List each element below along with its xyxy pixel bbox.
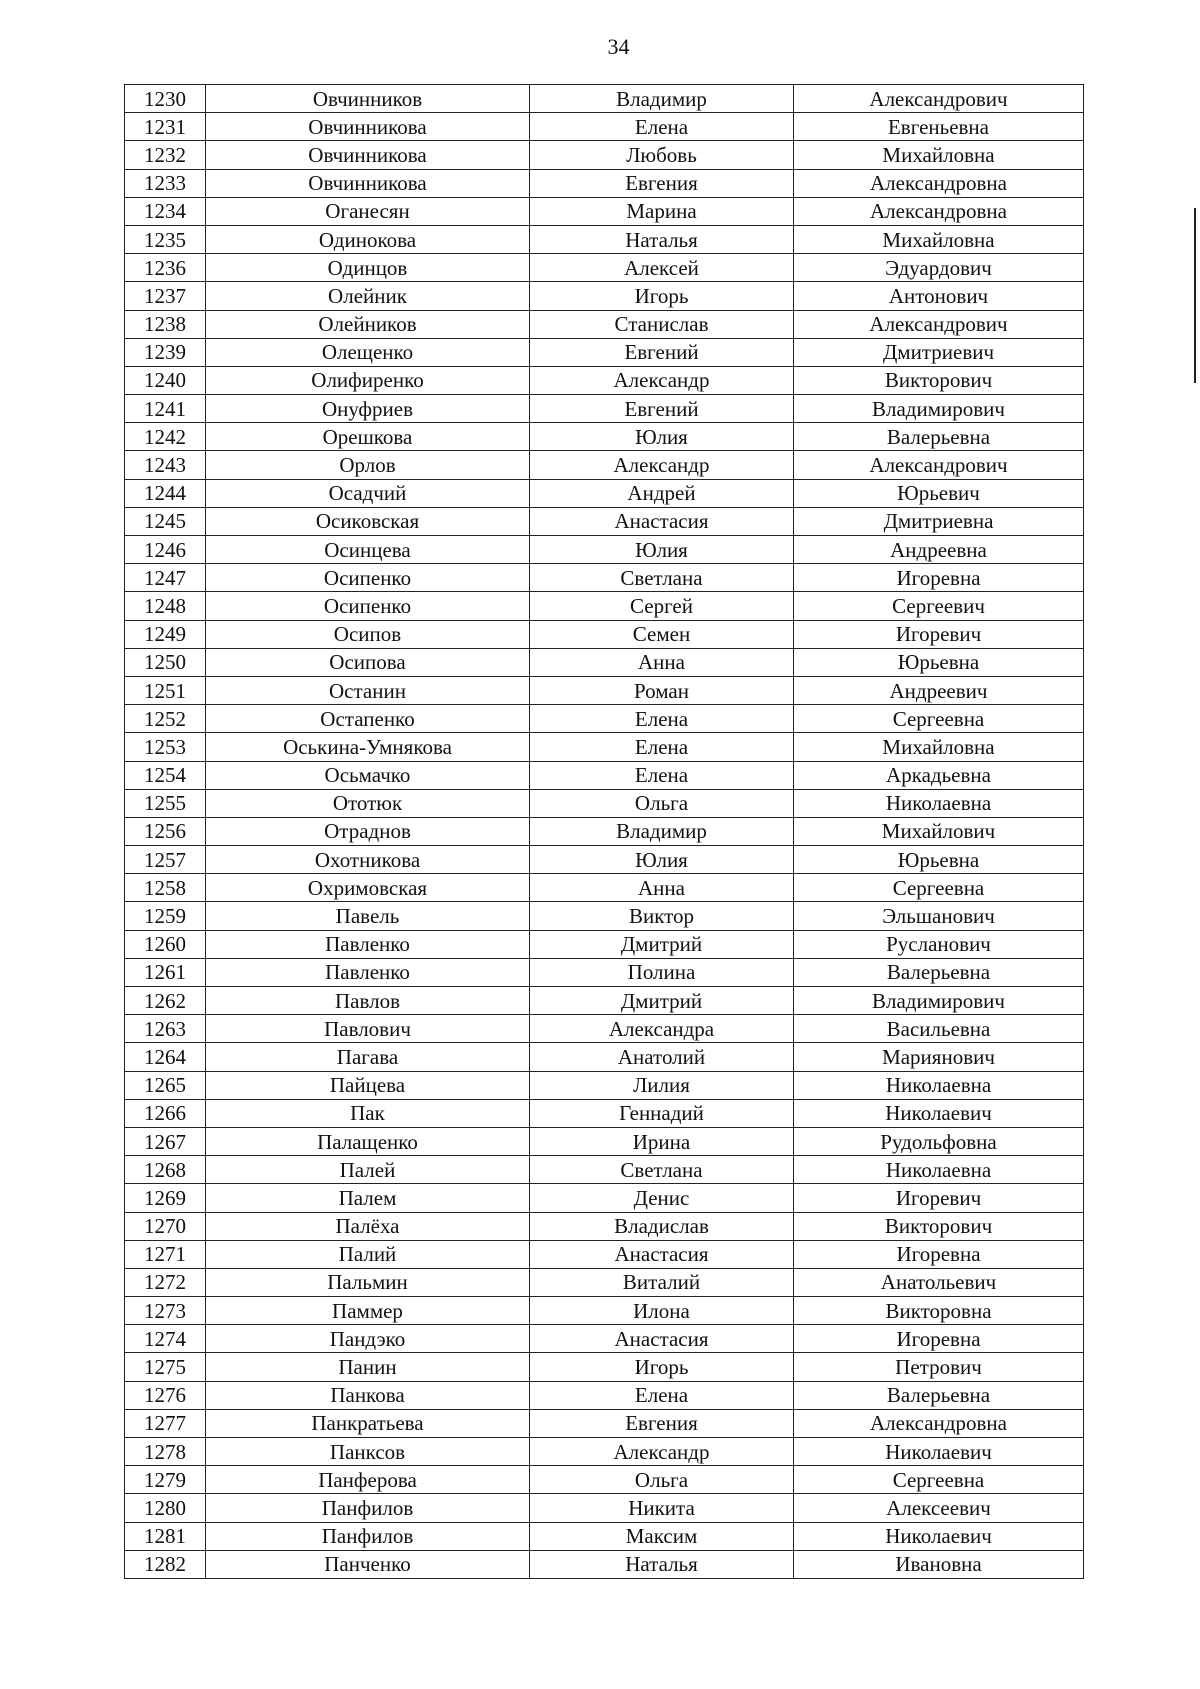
row-number-cell: 1259 <box>125 902 206 930</box>
first-name-cell: Любовь <box>530 141 794 169</box>
first-name-cell: Ольга <box>530 789 794 817</box>
patronymic-cell: Михайловна <box>794 141 1084 169</box>
table-row <box>125 846 1084 874</box>
first-name-cell: Никита <box>530 1494 794 1522</box>
table-row <box>125 1184 1084 1212</box>
last-name-cell: Ототюк <box>206 789 530 817</box>
first-name-cell: Марина <box>530 197 794 225</box>
last-name-cell: Одинцов <box>206 254 530 282</box>
table-row <box>125 1353 1084 1381</box>
row-number-cell: 1243 <box>125 451 206 479</box>
last-name-cell: Одинокова <box>206 225 530 253</box>
last-name-cell: Панкова <box>206 1381 530 1409</box>
last-name-cell: Осипенко <box>206 564 530 592</box>
table-row <box>125 507 1084 535</box>
patronymic-cell: Алексеевич <box>794 1494 1084 1522</box>
first-name-cell: Виктор <box>530 902 794 930</box>
table-row <box>125 536 1084 564</box>
table-row <box>125 225 1084 253</box>
first-name-cell: Анатолий <box>530 1043 794 1071</box>
last-name-cell: Панфилов <box>206 1494 530 1522</box>
patronymic-cell: Александрович <box>794 310 1084 338</box>
patronymic-cell: Юрьевна <box>794 648 1084 676</box>
patronymic-cell: Николаевна <box>794 1156 1084 1184</box>
row-number-cell: 1274 <box>125 1325 206 1353</box>
row-number-cell: 1269 <box>125 1184 206 1212</box>
table-row <box>125 761 1084 789</box>
first-name-cell: Илона <box>530 1297 794 1325</box>
first-name-cell: Анастасия <box>530 1240 794 1268</box>
patronymic-cell: Валерьевна <box>794 958 1084 986</box>
row-number-cell: 1252 <box>125 705 206 733</box>
table-row <box>125 85 1084 113</box>
last-name-cell: Палем <box>206 1184 530 1212</box>
first-name-cell: Евгения <box>530 1409 794 1437</box>
row-number-cell: 1232 <box>125 141 206 169</box>
patronymic-cell: Викторовна <box>794 1297 1084 1325</box>
first-name-cell: Виталий <box>530 1268 794 1296</box>
table-row <box>125 1156 1084 1184</box>
last-name-cell: Остапенко <box>206 705 530 733</box>
first-name-cell: Лилия <box>530 1071 794 1099</box>
row-number-cell: 1280 <box>125 1494 206 1522</box>
patronymic-cell: Игоревич <box>794 1184 1084 1212</box>
patronymic-cell: Валерьевна <box>794 423 1084 451</box>
first-name-cell: Анастасия <box>530 507 794 535</box>
first-name-cell: Семен <box>530 620 794 648</box>
patronymic-cell: Валерьевна <box>794 1381 1084 1409</box>
patronymic-cell: Эдуардович <box>794 254 1084 282</box>
table-row <box>125 1494 1084 1522</box>
table-row <box>125 930 1084 958</box>
patronymic-cell: Владимирович <box>794 987 1084 1015</box>
names-table-body <box>125 85 1084 1579</box>
patronymic-cell: Рудольфовна <box>794 1127 1084 1155</box>
table-row <box>125 874 1084 902</box>
first-name-cell: Максим <box>530 1522 794 1550</box>
first-name-cell: Наталья <box>530 1550 794 1578</box>
patronymic-cell: Игоревна <box>794 1240 1084 1268</box>
last-name-cell: Оганесян <box>206 197 530 225</box>
first-name-cell: Александра <box>530 1015 794 1043</box>
last-name-cell: Осиковская <box>206 507 530 535</box>
patronymic-cell: Евгеньевна <box>794 113 1084 141</box>
table-row <box>125 282 1084 310</box>
patronymic-cell: Александровна <box>794 1409 1084 1437</box>
last-name-cell: Павленко <box>206 958 530 986</box>
patronymic-cell: Александрович <box>794 85 1084 113</box>
first-name-cell: Елена <box>530 1381 794 1409</box>
patronymic-cell: Игоревна <box>794 1325 1084 1353</box>
row-number-cell: 1233 <box>125 169 206 197</box>
last-name-cell: Орешкова <box>206 423 530 451</box>
last-name-cell: Палей <box>206 1156 530 1184</box>
last-name-cell: Охотникова <box>206 846 530 874</box>
table-row <box>125 310 1084 338</box>
row-number-cell: 1275 <box>125 1353 206 1381</box>
last-name-cell: Осипов <box>206 620 530 648</box>
table-row <box>125 958 1084 986</box>
first-name-cell: Роман <box>530 676 794 704</box>
table-row <box>125 479 1084 507</box>
last-name-cell: Осьмачко <box>206 761 530 789</box>
last-name-cell: Панченко <box>206 1550 530 1578</box>
table-row <box>125 620 1084 648</box>
last-name-cell: Павлович <box>206 1015 530 1043</box>
last-name-cell: Овчинникова <box>206 141 530 169</box>
patronymic-cell: Петрович <box>794 1353 1084 1381</box>
first-name-cell: Денис <box>530 1184 794 1212</box>
last-name-cell: Олифиренко <box>206 366 530 394</box>
patronymic-cell: Викторович <box>794 366 1084 394</box>
table-row <box>125 395 1084 423</box>
first-name-cell: Елена <box>530 113 794 141</box>
patronymic-cell: Михайлович <box>794 817 1084 845</box>
first-name-cell: Евгений <box>530 395 794 423</box>
table-row <box>125 592 1084 620</box>
row-number-cell: 1256 <box>125 817 206 845</box>
last-name-cell: Панфилов <box>206 1522 530 1550</box>
row-number-cell: 1255 <box>125 789 206 817</box>
patronymic-cell: Михайловна <box>794 225 1084 253</box>
first-name-cell: Анастасия <box>530 1325 794 1353</box>
first-name-cell: Ольга <box>530 1466 794 1494</box>
table-row <box>125 733 1084 761</box>
row-number-cell: 1282 <box>125 1550 206 1578</box>
first-name-cell: Владислав <box>530 1212 794 1240</box>
last-name-cell: Панин <box>206 1353 530 1381</box>
row-number-cell: 1260 <box>125 930 206 958</box>
row-number-cell: 1276 <box>125 1381 206 1409</box>
patronymic-cell: Владимирович <box>794 395 1084 423</box>
table-row <box>125 705 1084 733</box>
last-name-cell: Павель <box>206 902 530 930</box>
row-number-cell: 1231 <box>125 113 206 141</box>
first-name-cell: Елена <box>530 733 794 761</box>
table-row <box>125 423 1084 451</box>
last-name-cell: Осипенко <box>206 592 530 620</box>
row-number-cell: 1270 <box>125 1212 206 1240</box>
row-number-cell: 1238 <box>125 310 206 338</box>
row-number-cell: 1279 <box>125 1466 206 1494</box>
row-number-cell: 1261 <box>125 958 206 986</box>
last-name-cell: Пайцева <box>206 1071 530 1099</box>
patronymic-cell: Викторович <box>794 1212 1084 1240</box>
table-row <box>125 1297 1084 1325</box>
patronymic-cell: Николаевна <box>794 1071 1084 1099</box>
first-name-cell: Евгения <box>530 169 794 197</box>
last-name-cell: Пак <box>206 1099 530 1127</box>
last-name-cell: Павленко <box>206 930 530 958</box>
last-name-cell: Овчинникова <box>206 169 530 197</box>
patronymic-cell: Дмитриевна <box>794 507 1084 535</box>
first-name-cell: Игорь <box>530 282 794 310</box>
last-name-cell: Осинцева <box>206 536 530 564</box>
first-name-cell: Юлия <box>530 846 794 874</box>
last-name-cell: Паммер <box>206 1297 530 1325</box>
row-number-cell: 1230 <box>125 85 206 113</box>
scan-edge-mark <box>1194 208 1196 383</box>
last-name-cell: Панкратьева <box>206 1409 530 1437</box>
row-number-cell: 1241 <box>125 395 206 423</box>
patronymic-cell: Михайловна <box>794 733 1084 761</box>
row-number-cell: 1253 <box>125 733 206 761</box>
last-name-cell: Панферова <box>206 1466 530 1494</box>
table-row <box>125 987 1084 1015</box>
first-name-cell: Наталья <box>530 225 794 253</box>
row-number-cell: 1278 <box>125 1438 206 1466</box>
last-name-cell: Олейников <box>206 310 530 338</box>
first-name-cell: Юлия <box>530 536 794 564</box>
first-name-cell: Геннадий <box>530 1099 794 1127</box>
last-name-cell: Олейник <box>206 282 530 310</box>
table-row <box>125 1409 1084 1437</box>
last-name-cell: Орлов <box>206 451 530 479</box>
row-number-cell: 1281 <box>125 1522 206 1550</box>
first-name-cell: Светлана <box>530 564 794 592</box>
row-number-cell: 1248 <box>125 592 206 620</box>
last-name-cell: Охримовская <box>206 874 530 902</box>
row-number-cell: 1242 <box>125 423 206 451</box>
patronymic-cell: Андреевна <box>794 536 1084 564</box>
table-row <box>125 1212 1084 1240</box>
table-row <box>125 1268 1084 1296</box>
row-number-cell: 1249 <box>125 620 206 648</box>
row-number-cell: 1262 <box>125 987 206 1015</box>
first-name-cell: Станислав <box>530 310 794 338</box>
patronymic-cell: Юрьевна <box>794 846 1084 874</box>
row-number-cell: 1235 <box>125 225 206 253</box>
last-name-cell: Олещенко <box>206 338 530 366</box>
table-row <box>125 648 1084 676</box>
row-number-cell: 1273 <box>125 1297 206 1325</box>
patronymic-cell: Сергеевна <box>794 1466 1084 1494</box>
table-row <box>125 1099 1084 1127</box>
first-name-cell: Александр <box>530 451 794 479</box>
table-row <box>125 817 1084 845</box>
row-number-cell: 1263 <box>125 1015 206 1043</box>
row-number-cell: 1237 <box>125 282 206 310</box>
table-row <box>125 1071 1084 1099</box>
patronymic-cell: Александровна <box>794 169 1084 197</box>
names-table <box>124 84 1084 1579</box>
row-number-cell: 1240 <box>125 366 206 394</box>
patronymic-cell: Игоревна <box>794 564 1084 592</box>
row-number-cell: 1246 <box>125 536 206 564</box>
patronymic-cell: Ивановна <box>794 1550 1084 1578</box>
row-number-cell: 1257 <box>125 846 206 874</box>
table-row <box>125 141 1084 169</box>
row-number-cell: 1236 <box>125 254 206 282</box>
last-name-cell: Овчинников <box>206 85 530 113</box>
last-name-cell: Останин <box>206 676 530 704</box>
first-name-cell: Полина <box>530 958 794 986</box>
row-number-cell: 1271 <box>125 1240 206 1268</box>
patronymic-cell: Антонович <box>794 282 1084 310</box>
last-name-cell: Овчинникова <box>206 113 530 141</box>
table-row <box>125 1550 1084 1578</box>
patronymic-cell: Юрьевич <box>794 479 1084 507</box>
first-name-cell: Алексей <box>530 254 794 282</box>
first-name-cell: Анна <box>530 874 794 902</box>
first-name-cell: Елена <box>530 705 794 733</box>
patronymic-cell: Русланович <box>794 930 1084 958</box>
row-number-cell: 1254 <box>125 761 206 789</box>
table-row <box>125 169 1084 197</box>
table-row <box>125 254 1084 282</box>
table-row <box>125 789 1084 817</box>
table-row <box>125 366 1084 394</box>
row-number-cell: 1239 <box>125 338 206 366</box>
table-row <box>125 1015 1084 1043</box>
first-name-cell: Александр <box>530 1438 794 1466</box>
table-row <box>125 564 1084 592</box>
row-number-cell: 1267 <box>125 1127 206 1155</box>
row-number-cell: 1268 <box>125 1156 206 1184</box>
table-row <box>125 676 1084 704</box>
last-name-cell: Палащенко <box>206 1127 530 1155</box>
table-row <box>125 197 1084 225</box>
first-name-cell: Елена <box>530 761 794 789</box>
last-name-cell: Палий <box>206 1240 530 1268</box>
last-name-cell: Панксов <box>206 1438 530 1466</box>
first-name-cell: Александр <box>530 366 794 394</box>
patronymic-cell: Николаевич <box>794 1522 1084 1550</box>
table-row <box>125 1240 1084 1268</box>
patronymic-cell: Дмитриевич <box>794 338 1084 366</box>
row-number-cell: 1250 <box>125 648 206 676</box>
row-number-cell: 1245 <box>125 507 206 535</box>
patronymic-cell: Николаевич <box>794 1099 1084 1127</box>
patronymic-cell: Аркадьевна <box>794 761 1084 789</box>
first-name-cell: Дмитрий <box>530 930 794 958</box>
last-name-cell: Онуфриев <box>206 395 530 423</box>
last-name-cell: Осадчий <box>206 479 530 507</box>
patronymic-cell: Анатольевич <box>794 1268 1084 1296</box>
patronymic-cell: Сергеевна <box>794 705 1084 733</box>
page-number: 34 <box>607 34 630 59</box>
table-row <box>125 1522 1084 1550</box>
last-name-cell: Пандэко <box>206 1325 530 1353</box>
row-number-cell: 1266 <box>125 1099 206 1127</box>
first-name-cell: Сергей <box>530 592 794 620</box>
first-name-cell: Дмитрий <box>530 987 794 1015</box>
table-row <box>125 1466 1084 1494</box>
first-name-cell: Владимир <box>530 85 794 113</box>
first-name-cell: Светлана <box>530 1156 794 1184</box>
first-name-cell: Анна <box>530 648 794 676</box>
patronymic-cell: Александрович <box>794 451 1084 479</box>
patronymic-cell: Мариянович <box>794 1043 1084 1071</box>
last-name-cell: Отраднов <box>206 817 530 845</box>
patronymic-cell: Сергеевна <box>794 874 1084 902</box>
first-name-cell: Владимир <box>530 817 794 845</box>
row-number-cell: 1272 <box>125 1268 206 1296</box>
table-row <box>125 1325 1084 1353</box>
patronymic-cell: Сергеевич <box>794 592 1084 620</box>
row-number-cell: 1247 <box>125 564 206 592</box>
last-name-cell: Осипова <box>206 648 530 676</box>
patronymic-cell: Николаевна <box>794 789 1084 817</box>
row-number-cell: 1234 <box>125 197 206 225</box>
row-number-cell: 1264 <box>125 1043 206 1071</box>
row-number-cell: 1265 <box>125 1071 206 1099</box>
last-name-cell: Палёха <box>206 1212 530 1240</box>
table-row <box>125 1438 1084 1466</box>
table-row <box>125 113 1084 141</box>
first-name-cell: Игорь <box>530 1353 794 1381</box>
table-row <box>125 1381 1084 1409</box>
patronymic-cell: Эльшанович <box>794 902 1084 930</box>
first-name-cell: Ирина <box>530 1127 794 1155</box>
table-row <box>125 1127 1084 1155</box>
last-name-cell: Оськина-Умнякова <box>206 733 530 761</box>
first-name-cell: Юлия <box>530 423 794 451</box>
patronymic-cell: Игоревич <box>794 620 1084 648</box>
last-name-cell: Павлов <box>206 987 530 1015</box>
first-name-cell: Андрей <box>530 479 794 507</box>
table-row <box>125 902 1084 930</box>
patronymic-cell: Андреевич <box>794 676 1084 704</box>
table-row <box>125 1043 1084 1071</box>
row-number-cell: 1277 <box>125 1409 206 1437</box>
table-row <box>125 338 1084 366</box>
last-name-cell: Пагава <box>206 1043 530 1071</box>
row-number-cell: 1244 <box>125 479 206 507</box>
table-row <box>125 451 1084 479</box>
patronymic-cell: Николаевич <box>794 1438 1084 1466</box>
first-name-cell: Евгений <box>530 338 794 366</box>
row-number-cell: 1258 <box>125 874 206 902</box>
patronymic-cell: Александровна <box>794 197 1084 225</box>
row-number-cell: 1251 <box>125 676 206 704</box>
patronymic-cell: Васильевна <box>794 1015 1084 1043</box>
last-name-cell: Пальмин <box>206 1268 530 1296</box>
